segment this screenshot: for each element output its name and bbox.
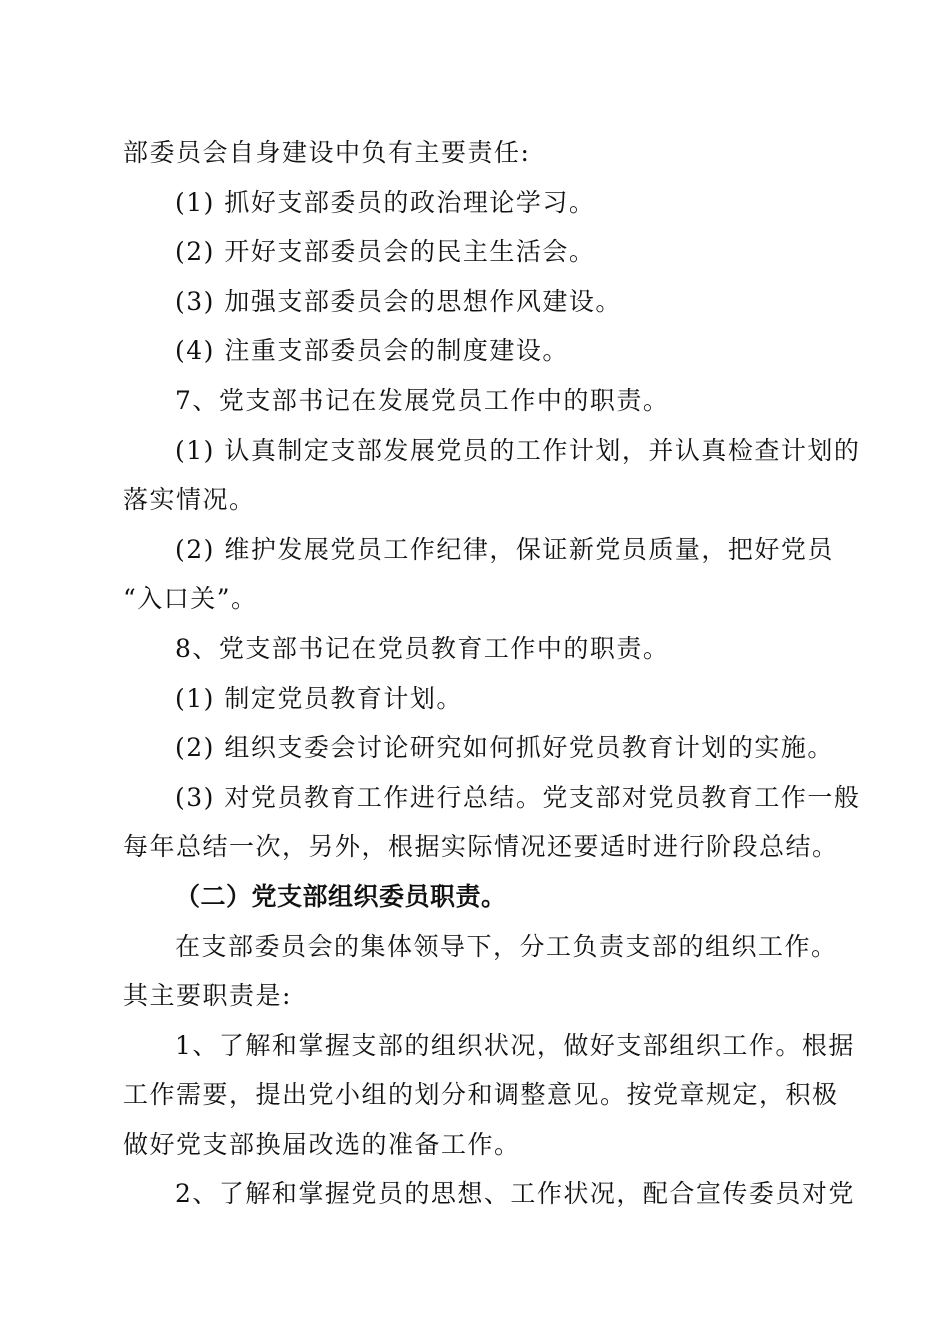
paragraph-line: 在支部委员会的集体领导下，分工负责支部的组织工作。 <box>175 931 838 961</box>
text-line: 其主要职责是: <box>123 981 292 1011</box>
text-line: 做好党支部换届改选的准备工作。 <box>123 1129 521 1159</box>
list-item: (2) 维护发展党员工作纪律，保证新党员质量，把好党员 <box>175 534 834 564</box>
text-line: “入口关”。 <box>123 584 258 614</box>
list-item: (4) 注重支部委员会的制度建设。 <box>175 336 569 366</box>
document-body <box>123 128 861 1219</box>
section-heading-7: 7、党支部书记在发展党员工作中的职责。 <box>175 385 670 415</box>
text-line: 每年总结一次，另外，根据实际情况还要适时进行阶段总结。 <box>123 832 839 862</box>
list-item: (1) 认真制定支部发展党员的工作计划，并认真检查计划的 <box>175 435 861 465</box>
section-heading-8: 8、党支部书记在党员教育工作中的职责。 <box>175 633 670 663</box>
text-line: 部委员会自身建设中负有主要责任: <box>123 138 531 167</box>
section-title: （二）党支部组织委员职责。 <box>175 881 507 911</box>
list-item: (3) 对党员教育工作进行总结。党支部对党员教育工作一般 <box>175 782 861 812</box>
list-item: 2、了解和掌握党员的思想、工作状况，配合宣传委员对党 <box>175 1179 855 1209</box>
list-item: (1) 抓好支部委员的政治理论学习。 <box>175 187 596 217</box>
list-item: (2) 组织支委会讨论研究如何抓好党员教育计划的实施。 <box>175 733 834 763</box>
list-item: (3) 加强支部委员会的思想作风建设。 <box>175 286 622 316</box>
list-item: 1、了解和掌握支部的组织状况，做好支部组织工作。根据 <box>175 1030 855 1060</box>
text-line: 落实情况。 <box>123 485 256 515</box>
text-line: 工作需要，提出党小组的划分和调整意见。按党章规定，积极 <box>123 1080 839 1110</box>
list-item: (1) 制定党员教育计划。 <box>175 683 463 713</box>
list-item: (2) 开好支部委员会的民主生活会。 <box>175 237 596 267</box>
